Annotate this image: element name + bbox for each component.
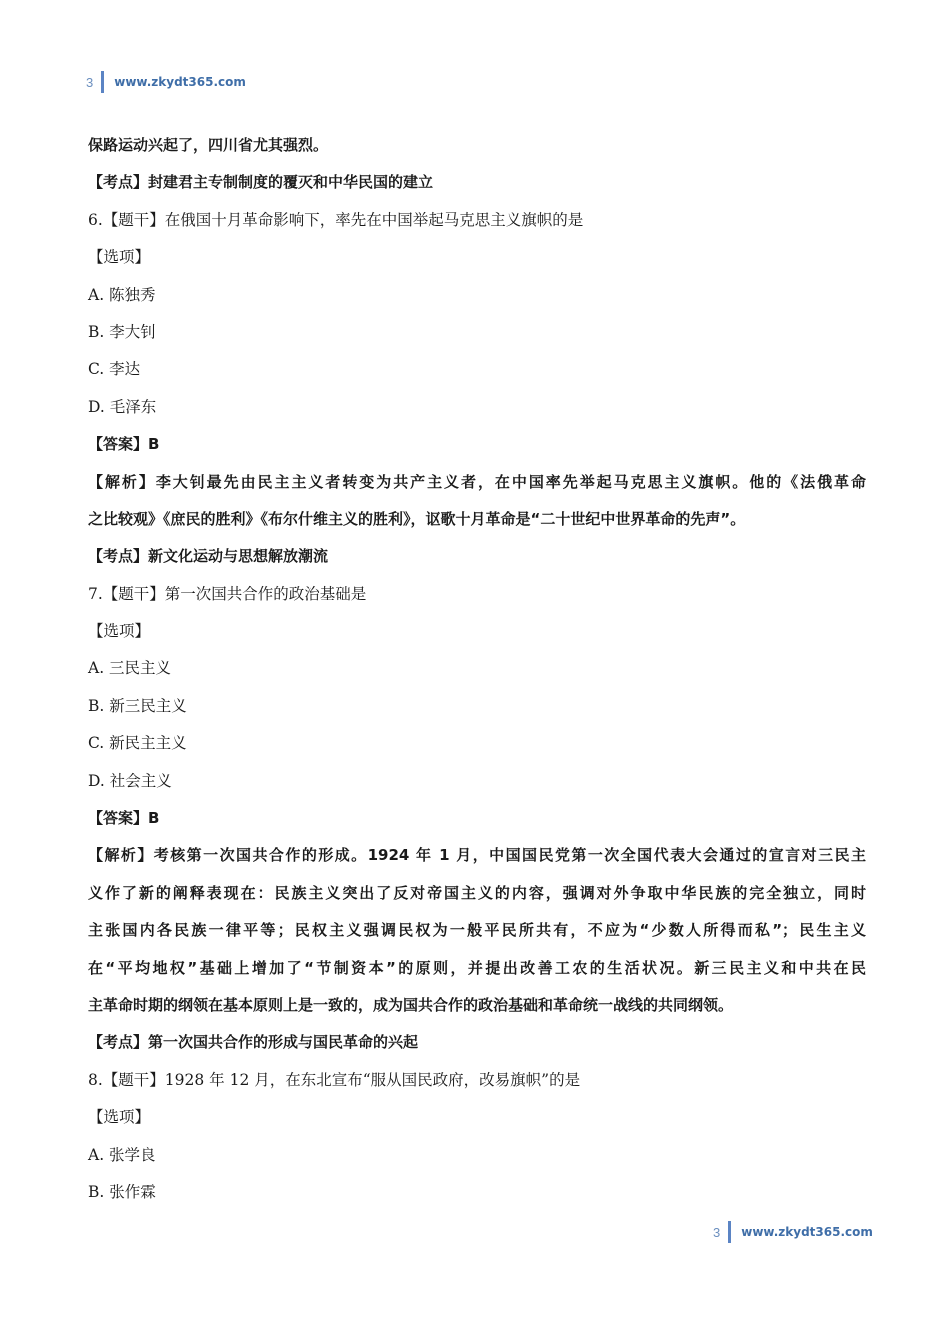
- option-b: B. 李大钊: [88, 322, 156, 341]
- answer-line: 【答案】B: [88, 809, 160, 828]
- question-stem: 7.【题干】第一次国共合作的政治基础是: [88, 584, 367, 603]
- option-c: C. 李达: [88, 360, 141, 379]
- option-a: A. 三民主义: [88, 659, 172, 678]
- options-label: 【选项】: [88, 248, 151, 267]
- option-a: A. 陈独秀: [88, 285, 156, 304]
- header-site-link[interactable]: www.zkydt365.com: [114, 75, 246, 89]
- analysis-line: 主张国内各民族一律平等；民权主义强调民权为一般平民所共有，不应为“少数人所得而私”；民生主义: [88, 921, 866, 940]
- header-divider: [101, 71, 104, 93]
- analysis-line: 主革命时期的纲领在基本原则上是一致的，成为国共合作的政治基础和革命统一战线的共同纲领。: [88, 995, 734, 1014]
- options-label: 【选项】: [88, 1108, 151, 1127]
- header-page-number: 3: [86, 74, 94, 90]
- question-stem: 6.【题干】在俄国十月革命影响下，率先在中国举起马克思主义旗帜的是: [88, 210, 584, 229]
- text-line: 保路运动兴起了，四川省尤其强烈。: [88, 136, 329, 154]
- option-d: D. 毛泽东: [88, 397, 157, 416]
- option-c: C. 新民主主义: [88, 734, 187, 753]
- document-body: [88, 127, 866, 1211]
- topic-line: 【考点】封建君主专制制度的覆灭和中华民国的建立: [88, 173, 434, 192]
- question-stem: 8.【题干】1928 年 12 月，在东北宣布“服从国民政府，改易旗帜”的是: [88, 1070, 581, 1089]
- analysis-line: 【解析】李大钊最先由民主主义者转变为共产主义者，在中国率先举起马克思主义旗帜。他的《法俄革命: [88, 472, 866, 491]
- options-label: 【选项】: [88, 622, 151, 641]
- option-a: A. 张学良: [88, 1145, 156, 1164]
- analysis-line: 在“平均地权”基础上增加了“节制资本”的原则，并提出改善工农的生活状况。新三民主义和中共在民: [88, 958, 866, 977]
- analysis-line: 【解析】考核第一次国共合作的形成。1924 年 1 月，中国国民党第一次全国代表大会通过的宣言对三民主: [88, 846, 866, 865]
- answer-line: 【答案】B: [88, 435, 160, 454]
- footer-site-link[interactable]: www.zkydt365.com: [741, 1225, 873, 1239]
- option-b: B. 新三民主义: [88, 696, 187, 715]
- topic-line: 【考点】新文化运动与思想解放潮流: [88, 547, 329, 566]
- footer-divider: [728, 1221, 731, 1243]
- page-header: [86, 70, 246, 94]
- page-footer: [713, 1220, 873, 1244]
- analysis-line: 义作了新的阐释表现在：民族主义突出了反对帝国主义的内容，强调对外争取中华民族的完全独立，同时: [88, 883, 866, 902]
- option-b: B. 张作霖: [88, 1182, 156, 1201]
- analysis-line: 之比较观》《庶民的胜利》《布尔什维主义的胜利》，讴歌十月革命是“二十世纪中世界革命的先声”。: [88, 509, 746, 528]
- topic-line: 【考点】第一次国共合作的形成与国民革命的兴起: [88, 1033, 419, 1052]
- footer-page-number: 3: [713, 1224, 721, 1240]
- option-d: D. 社会主义: [88, 771, 172, 790]
